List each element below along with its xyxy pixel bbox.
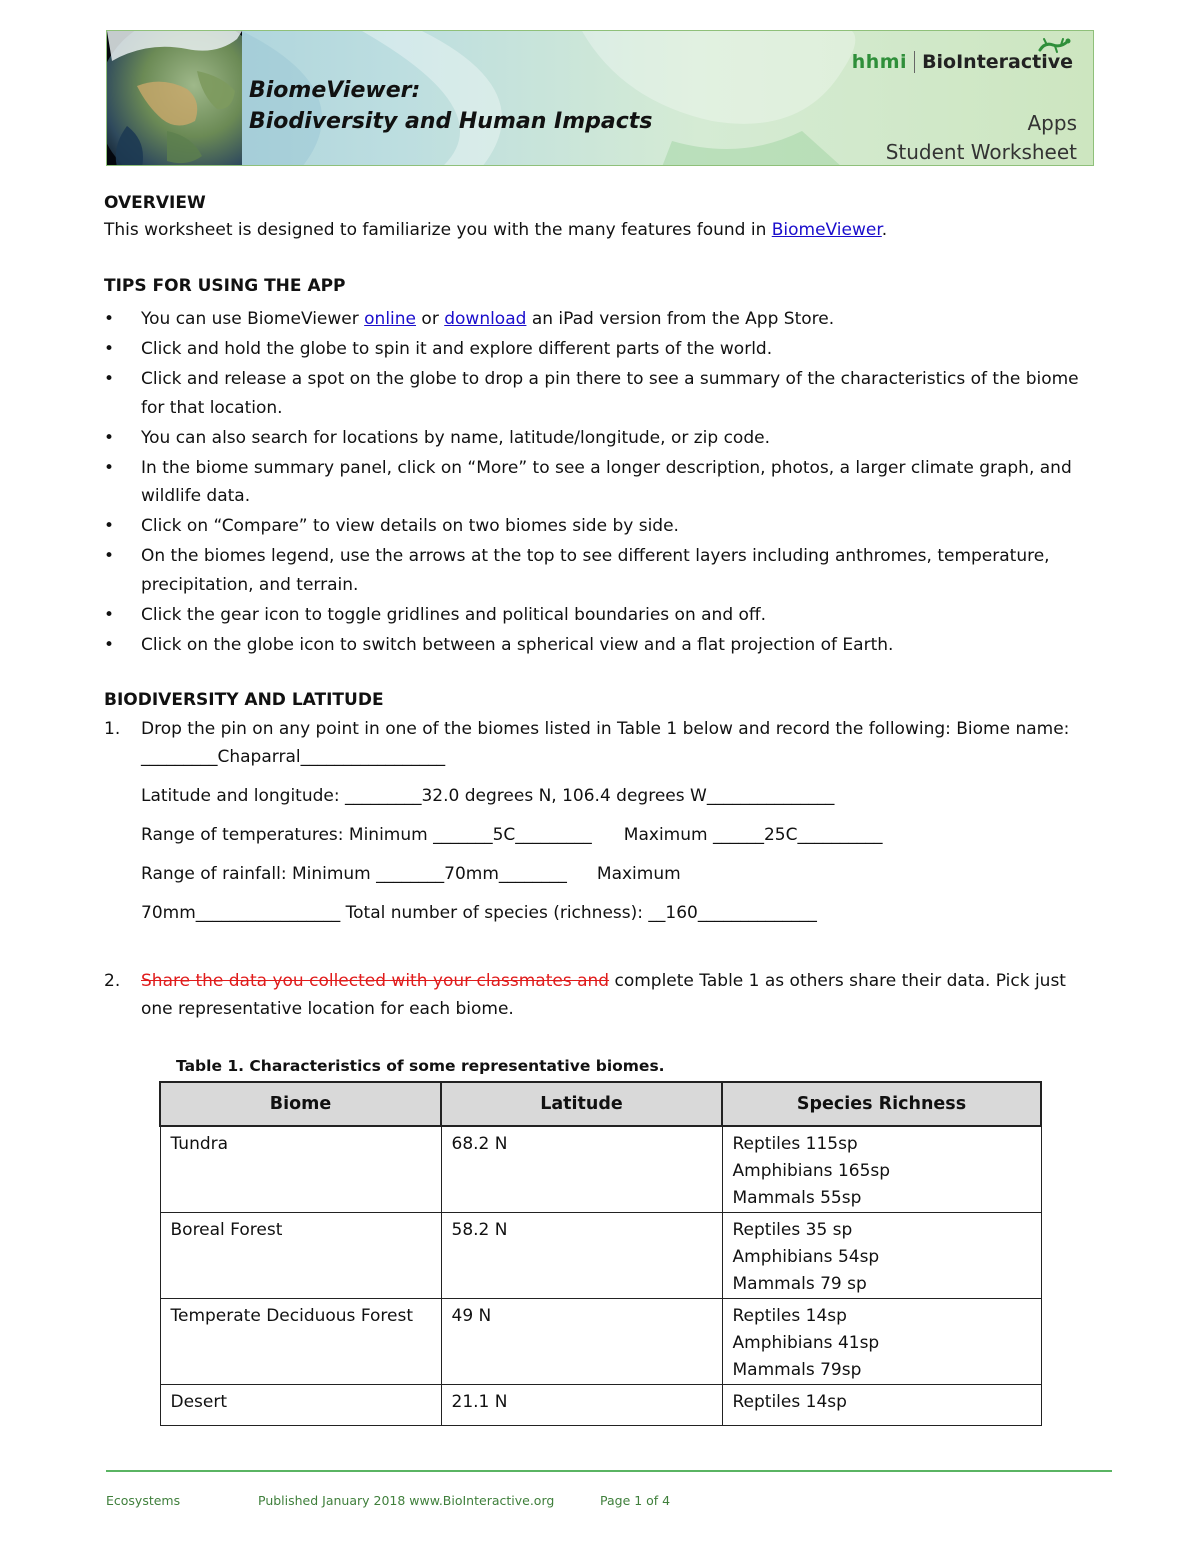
biomes-table: [159, 1081, 1042, 1426]
cell-latitude: 68.2 N: [441, 1126, 722, 1213]
bullet: •: [104, 604, 115, 625]
brand-separator: [914, 51, 915, 73]
tip-text: Click and hold the globe to spin it and explore different parts of the world.: [141, 339, 773, 359]
tip-text: On the biomes legend, use the arrows at the top to see different layers including anthromes, temperature, precipitation, and terrain.: [141, 546, 1050, 595]
rain-max-label: Maximum: [596, 863, 681, 884]
online-link[interactable]: online: [364, 309, 417, 329]
download-link[interactable]: download: [444, 309, 527, 329]
tip-item: [104, 512, 1094, 541]
richness-line: Reptiles 115sp: [732, 1134, 858, 1154]
question-number: 2.: [104, 970, 121, 991]
tips-heading: TIPS FOR USING THE APP: [104, 276, 346, 296]
rainfall-species-answer: 70mm_________________ Total number of species (richness): __160______________: [141, 902, 817, 923]
worksheet-title: [249, 75, 652, 137]
overview-text: [104, 216, 1094, 245]
cell-richness: [722, 1213, 1041, 1299]
header-biome: Biome: [160, 1082, 441, 1126]
bullet: •: [104, 634, 115, 655]
question-number: 1.: [104, 718, 121, 739]
richness-line: Amphibians 41sp: [732, 1333, 880, 1353]
struck-text: Share the data you collected with your classmates and: [141, 970, 610, 991]
bullet: •: [104, 369, 115, 389]
tip-text: Click on “Compare” to view details on two biomes side by side.: [141, 516, 679, 536]
tips-list: [104, 305, 1094, 659]
footer-page-number: Page 1 of 4: [600, 1493, 671, 1508]
brand-name: BioInteractive: [922, 51, 1073, 73]
tip-item: [104, 365, 1094, 422]
cell-biome: Temperate Deciduous Forest: [160, 1299, 441, 1385]
tip-item: [104, 305, 1094, 334]
table-caption: Table 1. Characteristics of some representative biomes.: [176, 1057, 665, 1075]
bullet: •: [104, 427, 115, 448]
table-row: [160, 1213, 1041, 1299]
tip-text: Click on the globe icon to switch between a spherical view and a flat projection of Earth.: [141, 634, 894, 655]
richness-line: Mammals 79sp: [732, 1360, 862, 1380]
tip-item: [104, 631, 1094, 660]
bullet: •: [104, 309, 115, 329]
footer-section: Ecosystems: [106, 1493, 181, 1508]
cell-biome: Desert: [160, 1385, 441, 1426]
rain-min: Range of rainfall: Minimum ________70mm________: [141, 863, 567, 884]
header-latitude: Latitude: [441, 1082, 722, 1126]
bullet: •: [104, 457, 115, 478]
brand-logo: [852, 51, 1073, 73]
richness-line: Reptiles 14sp: [732, 1306, 847, 1326]
title-line-1: BiomeViewer:: [249, 78, 421, 103]
tip-text: You can use BiomeViewer: [141, 309, 365, 329]
biodiversity-heading: BIODIVERSITY AND LATITUDE: [104, 689, 384, 710]
cell-richness: [722, 1126, 1041, 1213]
tip-item: [104, 542, 1094, 599]
table-row: [160, 1299, 1041, 1385]
overview-text-part: This worksheet is designed to familiarize you with the many features found in: [104, 220, 772, 240]
bullet: •: [104, 546, 115, 566]
overview-text-end: .: [881, 220, 888, 240]
richness-line: Reptiles 14sp: [732, 1392, 847, 1412]
cell-latitude: 58.2 N: [441, 1213, 722, 1299]
doc-type-label: Student Worksheet: [885, 140, 1077, 164]
tip-text: You can also search for locations by name, latitude/longitude, or zip code.: [141, 427, 770, 448]
tip-text: Click the gear icon to toggle gridlines and political boundaries on and off.: [141, 604, 767, 625]
table-row: [160, 1126, 1041, 1213]
bullet: •: [104, 516, 115, 536]
tip-text: In the biome summary panel, click on “More” to see a longer description, photos, a larger climate graph, and wildlife data.: [141, 457, 1072, 506]
cell-richness: [722, 1385, 1041, 1426]
overview-heading: OVERVIEW: [104, 193, 206, 213]
tip-item: [104, 454, 1094, 511]
question-1-text: Drop the pin on any point in one of the biomes listed in Table 1 below and record the following: Biome name: _________Chaparral_________________: [141, 718, 1070, 767]
cell-latitude: 21.1 N: [441, 1385, 722, 1426]
header-banner: [106, 30, 1094, 166]
category-label: Apps: [1027, 111, 1077, 135]
footer-published: Published January 2018 www.BioInteractive.org: [258, 1493, 555, 1508]
table-header-row: [160, 1082, 1041, 1126]
header-species-richness: Species Richness: [722, 1082, 1041, 1126]
question-2: [104, 967, 1094, 1024]
latlong-answer: Latitude and longitude: _________32.0 degrees N, 106.4 degrees W_______________: [141, 785, 835, 806]
richness-line: Mammals 79 sp: [732, 1274, 867, 1294]
tip-text: Click and release a spot on the globe to drop a pin there to see a summary of the characteristics of the biome for that location.: [141, 369, 1079, 418]
brand-hhmi: hhmi: [851, 51, 908, 73]
richness-line: Reptiles 35 sp: [732, 1220, 853, 1240]
cell-richness: [722, 1299, 1041, 1385]
temp-max: Maximum ______25C__________: [623, 824, 883, 845]
cell-biome: Tundra: [160, 1126, 441, 1213]
richness-line: Mammals 55sp: [732, 1188, 862, 1208]
doc-category: [886, 109, 1077, 166]
richness-line: Amphibians 165sp: [732, 1161, 891, 1181]
temperature-answer: [104, 821, 1094, 849]
table-row: [160, 1385, 1041, 1426]
footer-divider: [106, 1470, 1112, 1472]
cell-biome: Boreal Forest: [160, 1213, 441, 1299]
question-1: [104, 715, 1094, 772]
tip-text: an iPad version from the App Store.: [526, 309, 835, 329]
bullet: •: [104, 339, 115, 359]
worksheet-content: [104, 190, 1094, 1024]
tip-item: [104, 601, 1094, 630]
temp-min: Range of temperatures: Minimum _______5C_________: [141, 824, 592, 845]
tip-item: [104, 335, 1094, 364]
question-2-text: complete Table 1 as others share their data. Pick just one representative location for each biome.: [141, 970, 1066, 1019]
tip-item: [104, 424, 1094, 453]
tip-text: or: [416, 309, 445, 329]
globe-image: [107, 31, 242, 166]
cell-latitude: 49 N: [441, 1299, 722, 1385]
richness-line: Amphibians 54sp: [732, 1247, 880, 1267]
title-line-2: Biodiversity and Human Impacts: [249, 109, 653, 134]
rainfall-answer: [104, 860, 1094, 888]
biomeviewer-link[interactable]: BiomeViewer: [771, 220, 882, 240]
